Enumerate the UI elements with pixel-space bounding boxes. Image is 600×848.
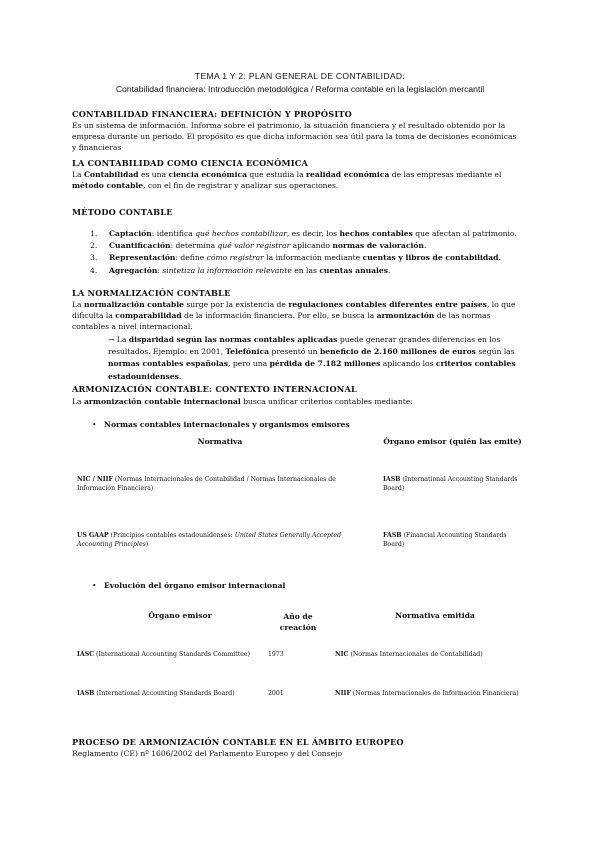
section-heading-normalizacion: LA NORMALIZACIÓN CONTABLE [72, 288, 231, 298]
table1-header-organo: Órgano emisor (quién las emite) [383, 437, 522, 446]
section-heading-definicion: CONTABILIDAD FINANCIERA: DEFINICIÓN Y PROPÓSITO [72, 109, 353, 119]
list-item: 2. Cuantificación: determina qué valor registrar aplicando normas de valoración. [90, 241, 427, 251]
table1-cell: FASB (Financial Accounting Standards Board) [383, 532, 507, 548]
table2-header-organo: Órgano emisor [148, 611, 212, 620]
table2-cell: 1973 [268, 651, 284, 658]
bullet-normas: • Normas contables internacionales y organismos emisores [92, 420, 350, 429]
table1-cell: IASB (International Accounting Standards Board) [383, 476, 518, 492]
table2-cell: 2001 [268, 690, 284, 697]
table2-header-normativa: Normativa emitida [395, 611, 475, 620]
bullet-icon: • [92, 581, 97, 590]
table2-cell: IASB (International Accounting Standards Board) [77, 690, 235, 697]
table2-cell: NIC (Normas Internacionales de Contabilidad) [335, 651, 483, 658]
document-title: TEMA 1 Y 2: PLAN GENERAL DE CONTABILIDAD: [194, 71, 406, 81]
bullet-evolucion: • Evolución del órgano emisor internacional [92, 581, 286, 590]
list-item: 1. Captación: identifica qué hechos contabilizar, es decir, los hechos contables que afectan al patrimonio. [90, 229, 517, 238]
document-subtitle: Contabilidad financiera: Introducción metodológica / Reforma contable en la legislación mercantil [115, 84, 485, 94]
table2-header-ano: Año de creación [279, 612, 317, 632]
normalizacion-paragraph: La normalización contable surge por la existencia de regulaciones contables diferentes entre países, lo que dificulta la comparabilidad de la información financiera. Por ello, se busca la armonización de las normas contables a nivel internacional. [72, 300, 516, 332]
europeo-paragraph: Reglamento (CE) nº 1606/2002 del Parlamento Europeo y del Consejo [72, 749, 343, 758]
section-heading-armonizacion: ARMONIZACIÓN CONTABLE: CONTEXTO INTERNACIONAL [72, 384, 357, 394]
section-heading-europeo: PROCESO DE ARMONIZACIÓN CONTABLE EN EL ÁMBITO EUROPEO [72, 737, 404, 747]
list-item: 4. Agregación: sintetiza la información relevante en las cuentas anuales. [90, 265, 391, 275]
ciencia-paragraph: La Contabilidad es una ciencia económica que estudia la realidad económica de las empresas mediante el método contable, con el fin de registrar y analizar sus operaciones. [72, 170, 502, 191]
bullet-icon: • [92, 420, 97, 429]
metodo-list [90, 228, 520, 277]
table2-cell: NIIF (Normas Internacionales de Información Financiera) [335, 690, 519, 697]
section-heading-ciencia: LA CONTABILIDAD COMO CIENCIA ECONÓMICA [72, 158, 309, 168]
table1-cell: NIC / NIIF (Normas Internacionales de Contabilidad / Normas Internacionales de Información Financiera) [77, 476, 336, 492]
telefonica-note: → La disparidad según las normas contables aplicadas puede generar grandes diferencias en los resultados. Ejemplo: en 2001, Telefónica presentó un beneficio de 2.160 millones de euros según las normas contables españolas, pero una pérdida de 7.182 millones aplicando los criterios contables estadounidenses. [108, 335, 516, 381]
list-item: 3. Representación: define cómo registrar la información mediante cuentas y libros de contabilidad. [90, 253, 501, 263]
table2-cell: IASC (International Accounting Standards Committee) [77, 651, 250, 658]
table1-cell: US GAAP (Principios contables estadounidenses: United States Generally Accepted Accounting Principles) [77, 532, 342, 548]
table1-header-normativa: Normativa [197, 437, 243, 446]
section-heading-metodo: MÉTODO CONTABLE [72, 207, 173, 217]
armonizacion-paragraph: La armonización contable internacional busca unificar criterios contables mediante: [72, 397, 413, 406]
definicion-paragraph: Es un sistema de información. Informa sobre el patrimonio, la situación financiera y el resultado obtenido por la empresa durante un periodo. El propósito es que dicha información sea útil para la toma de decisiones económicas y financieras [72, 121, 517, 153]
